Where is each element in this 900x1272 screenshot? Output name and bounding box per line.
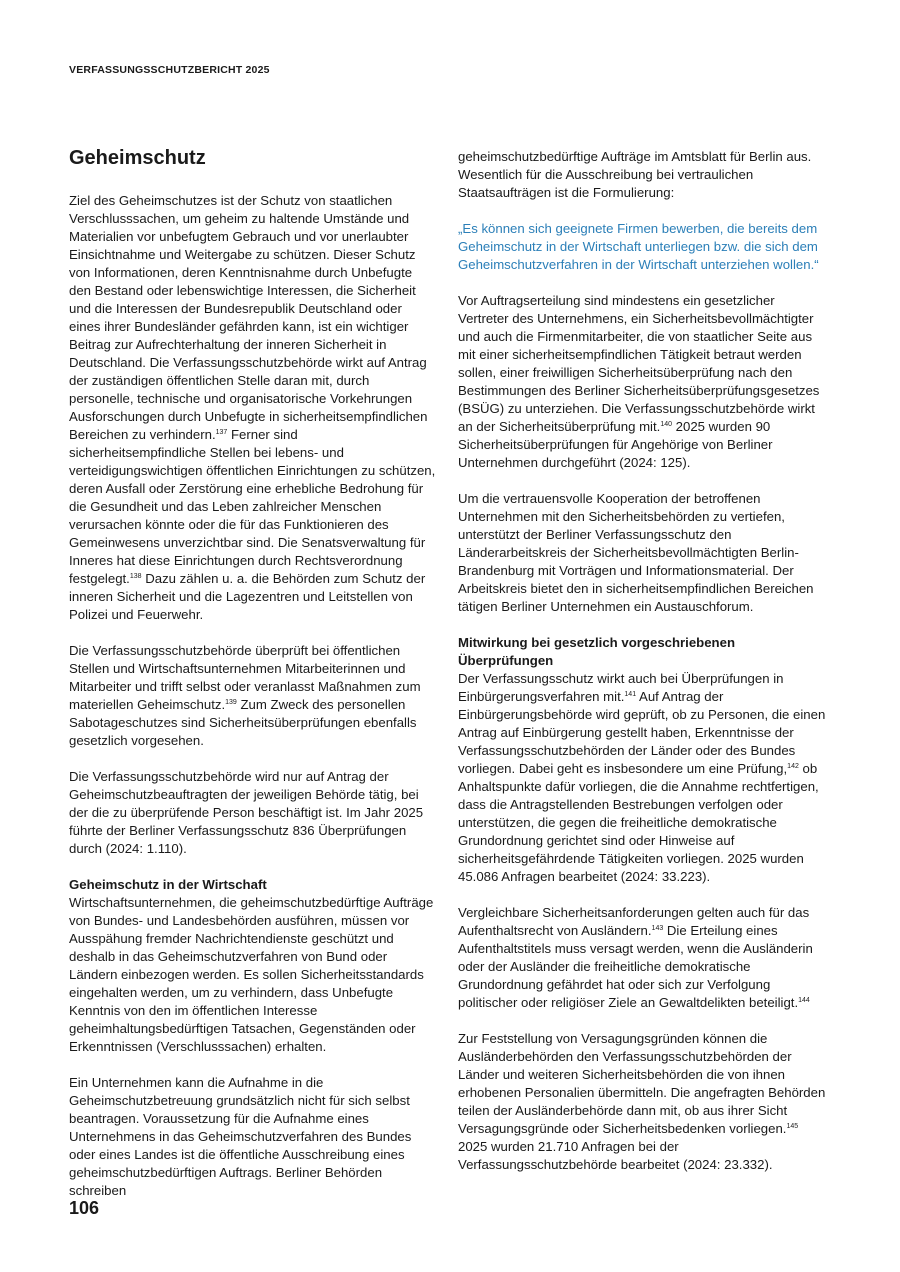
running-header: VERFASSUNGSSCHUTZBERICHT 2025 xyxy=(69,64,270,76)
footnote-ref[interactable]: 143 xyxy=(651,925,664,932)
paragraph: Zur Feststellung von Versagungsgründen können die Ausländerbehörden den Verfassungsschutzbehörden der Länder und weiteren Sicherheitsbehörden die von ihnen erhobenen Personalien übermitteln. Die angefragten Behörden teilen der Ausländerbehörde dann mit, ob aus ihrer Sicht Versagungsgründe oder Sicherheitsbedenken vorliegen.$^{145}$ 2025 wurden 21.710 Anfragen bei der Verfassungsschutzbehörde bearbeitet (2024: 23.332). xyxy=(458,1031,826,1172)
paragraph: Mitwirkung bei gesetzlich vorgeschriebenen Überprüfungen Der Verfassungsschutz wirkt auch bei Überprüfungen in Einbürgerungsverfahren mit.$^{141}$ Auf Antrag der Einbürgerungsbehörde wird geprüft, ob zu Personen, die einen Antrag auf Einbürgerung gestellt haben, Erkenntnisse der Verfassungsschutzbehörden der Länder oder des Bundes vorliegen. Dabei geht es insbesondere um eine Prüfung,$^{142}$ ob Anhaltspunkte dafür vorliegen, die die Annahme rechtfertigen, dass die Antragstellenden Bestrebungen verfolgen oder unterstützen, die gegen die freiheitliche demokratische Grundordnung gerichtet sind oder Hinweise auf sicherheitsgefährdende Tätigkeiten vorliegen. 2025 wurden 45.086 Anfragen bearbeitet (2024: 33.223). xyxy=(458,635,826,884)
subheading: Geheimschutz in der Wirtschaft xyxy=(69,877,267,892)
paragraph: Die Verfassungsschutzbehörde wird nur auf Antrag der Geheimschutzbeauftragten der jeweiligen Behörde tätig, bei der die zu überprüfende Person beschäftigt ist. Im Jahr 2025 führte der Berliner Verfassungsschutz 836 Überprüfungen durch (2024: 1.110). xyxy=(69,769,424,856)
subheading: Mitwirkung bei gesetzlich vorgeschriebenen Überprüfungen xyxy=(458,635,736,668)
footnote-ref[interactable]: 142 xyxy=(787,763,799,770)
page-number: 106 xyxy=(69,1198,100,1218)
paragraph: Vergleichbare Sicherheitsanforderungen gelten auch für das Aufenthaltsrecht von Ausländern.$^{143}$ Die Erteilung eines Aufenthaltstitels muss versagt werden, wenn die Ausländerin oder der Ausländer die freiheitliche demokratische Grundordnung gefährdet hat oder sich zur Verfolgung politischer oder religiöser Ziele an Gewaltdelikten beteiligt.$^{144}$ xyxy=(458,905,813,1010)
quote: „Es können sich geeignete Firmen bewerben, die bereits dem Geheimschutz in der Wirtschaft unterliegen bzw. die sich dem Geheimschutzverfahren in der Wirtschaft unterziehen wollen.“ xyxy=(458,221,819,272)
right-column xyxy=(458,148,826,1192)
paragraph: Die Verfassungsschutzbehörde überprüft bei öffentlichen Stellen und Wirtschaftsunternehmen Mitarbeiterinnen und Mitarbeiter und trifft selbst oder veranlasst Maßnahmen zum materiellen Geheimschutz.$^{139}$ Zum Zweck des personellen Sabotageschutzes sind Sicherheitsüberprüfungen ebenfalls gesetzlich vorgesehen. xyxy=(69,643,421,748)
footnote-ref[interactable]: 145 xyxy=(786,1123,799,1130)
left-column xyxy=(69,145,437,1218)
footnote-ref[interactable]: 141 xyxy=(624,691,637,698)
footnote-ref[interactable]: 144 xyxy=(798,997,810,1004)
section-heading: Geheimschutz xyxy=(69,147,206,169)
footnote-ref[interactable]: 140 xyxy=(660,421,673,428)
paragraph: Um die vertrauensvolle Kooperation der betroffenen Unternehmen mit den Sicherheitsbehörden zu vertiefen, unterstützt der Berliner Verfassungsschutz den Länderarbeitskreis der Sicherheitsbevollmächtigten Berlin-Brandenburg mit Vorträgen und Informationsmaterial. Der Arbeitskreis bietet den in sicherheitsempfindlichen Bereichen tätigen Berliner Unternehmen ein Austauschforum. xyxy=(458,491,814,614)
footnote-ref[interactable]: 137 xyxy=(215,429,228,436)
paragraph: geheimschutzbedürftige Aufträge im Amtsblatt für Berlin aus. Wesentlich für die Ausschreibung bei vertraulichen Staatsaufträgen ist die Formulierung: xyxy=(458,149,812,200)
paragraph: Geheimschutz in der Wirtschaft Wirtschaftsunternehmen, die geheimschutzbedürftige Aufträge von Bundes- und Landesbehörden ausführen, müssen vor Ausspähung fremder Nachrichtendienste geschützt und deshalb in das Geheimschutzverfahren von Bund oder Ländern einbezogen werden. Es sollen Sicherheitsstandards eingehalten werden, um zu verhindern, dass Unbefugte Kenntnis von den im öffentlichen Interesse geheimhaltungsbedürftigen Tatsachen, Gegenständen oder Erkenntnissen (Verschlusssachen) erhalten. xyxy=(69,876,437,1056)
paragraph: Ziel des Geheimschutzes ist der Schutz von staatlichen Verschlusssachen, um geheim zu haltende Umstände und Materialien vor unbefugtem Gebrauch und vor unerlaubter Einsichtnahme und Weitergabe zu schützen. Dieser Schutz von Informationen, deren Kenntnisnahme durch Unbefugte den Bestand oder lebenswichtige Interessen, die Sicherheit und die Interessen der Bundesrepublik Deutschland oder eines ihrer Bundesländer gefährden kann, ist ein wichtiger Beitrag zur Aufrechterhaltung der inneren Sicherheit in Deutschland. Die Verfassungsschutzbehörde wirkt auf Antrag der zuständigen öffentlichen Stelle daran mit, durch personelle, technische und organisatorische Vorkehrungen Ausforschungen durch Unbefugte in sicherheitsempfindlichen Bereichen zu verhindern.$^{137}$ Ferner sind sicherheitsempfindliche Stellen bei lebens- und verteidigungswichtigen öffentlichen Einrichtungen zu schützen, deren Ausfall oder Zerstörung eine erhebliche Bedrohung für die Gesundheit und das Leben zahlreicher Menschen verursachen könnte oder die für das Funktionieren des Gemeinwesens unverzichtbar sind. Die Senatsverwaltung für Inneres hat diese Einrichtungen durch Rechtsverordnung festgelegt.$^{138}$ Dazu zählen u. a. die Behörden zum Schutz der inneren Sicherheit und die Lagezentren und Leitstellen von Polizei und Feuerwehr. xyxy=(69,193,436,622)
footnote-ref[interactable]: 139 xyxy=(225,699,237,706)
paragraph: Vor Auftragserteilung sind mindestens ein gesetzlicher Vertreter des Unternehmens, ein Sicherheitsbevollmächtigter und auch die Firmenmitarbeiter, die von staatlicher Seite aus mit einer sicherheitsempfindlichen Tätigkeit betraut werden sollen, einer freiwilligen Sicherheitsüberprüfung nach den Bestimmungen des Berliner Sicherheitsüberprüfungsgesetzes (BSÜG) zu unterziehen. Die Verfassungsschutzbehörde wirkt an der Sicherheitsüberprüfung mit.$^{140}$ 2025 wurden 90 Sicherheitsüberprüfungen für Angehörige von Berliner Unternehmen durchgeführt (2024: 125). xyxy=(458,293,820,470)
paragraph: Ein Unternehmen kann die Aufnahme in die Geheimschutzbetreuung grundsätzlich nicht für sich selbst beantragen. Voraussetzung für die Aufnahme eines Unternehmens in das Geheimschutzverfahren des Bundes oder eines Landes ist die öffentliche Ausschreibung eines geheimschutzbedürftigen Auftrags. Berliner Behörden schreiben xyxy=(69,1075,412,1198)
footnote-ref[interactable]: 138 xyxy=(129,573,142,580)
